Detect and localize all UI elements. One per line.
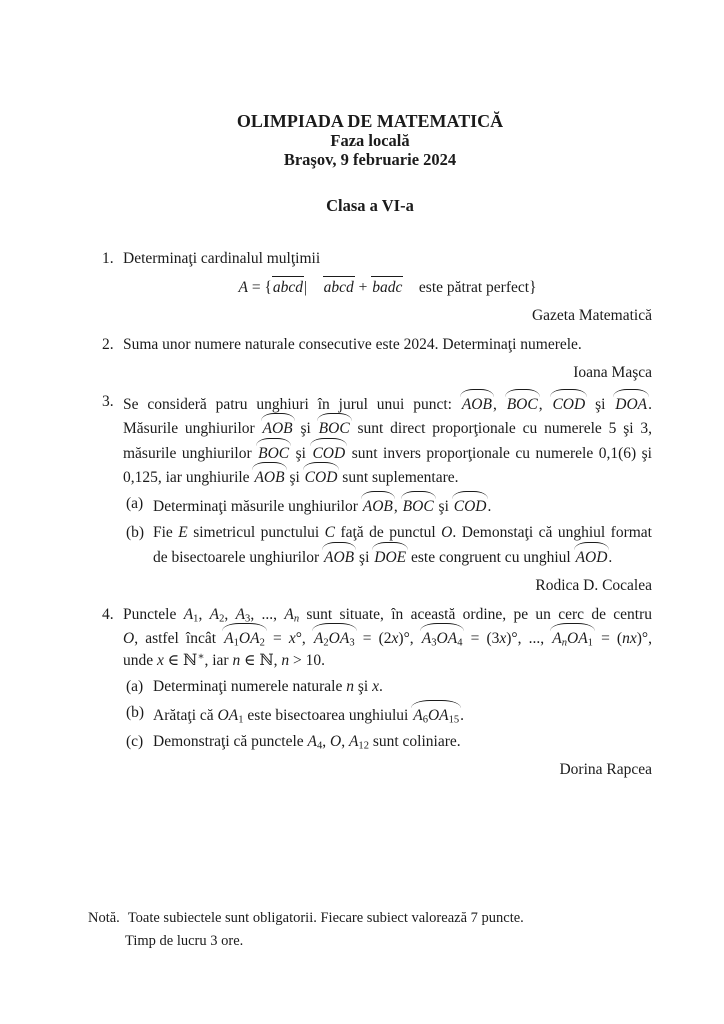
math-subscript: 2 xyxy=(259,637,265,649)
text-run: este congruent cu unghiul xyxy=(407,548,575,566)
math-variable: A xyxy=(421,630,432,647)
math-variable: A xyxy=(284,605,294,623)
text-run: simetricul punctului xyxy=(187,524,325,541)
text-run: > 10. xyxy=(289,651,325,669)
subitem-body xyxy=(153,522,652,568)
widehat-angle-math xyxy=(575,544,609,569)
author-credit: Ioana Maşca xyxy=(573,364,652,381)
math-subscript: 4 xyxy=(316,739,323,751)
text-run: Măsurile unghiurilor xyxy=(123,420,262,437)
subitem-label: (a) xyxy=(126,677,144,695)
text-run: = ( xyxy=(593,630,623,647)
problem-body xyxy=(123,248,652,327)
text-line xyxy=(123,334,652,356)
math-variable: AOD xyxy=(575,548,608,566)
subitem-label: (b) xyxy=(126,524,145,541)
math-variable: AOB xyxy=(324,548,355,566)
math-subscript: n xyxy=(293,612,300,624)
math-subscript: 2 xyxy=(219,612,225,624)
widehat-angle-math xyxy=(551,391,586,416)
math-variable: BOC xyxy=(402,498,434,515)
text-run: , xyxy=(224,605,236,623)
text-run: Determinaţi măsurile unghiurilor xyxy=(153,498,362,515)
widehat-angle-math xyxy=(551,625,594,650)
math-variable: OA xyxy=(217,706,239,724)
text-run: . xyxy=(648,395,653,413)
location-date: Braşov, 9 februarie 2024 xyxy=(283,150,457,169)
problem-2 xyxy=(88,334,652,384)
math-variable: x xyxy=(499,630,507,647)
subitem-a xyxy=(123,676,652,698)
math-variable: abcd xyxy=(272,278,304,296)
text-run: Fie xyxy=(153,524,179,541)
text-run: , iar xyxy=(204,651,233,669)
math-variable: x xyxy=(288,630,296,647)
text-run: şi xyxy=(434,498,453,515)
text-run: . xyxy=(378,677,383,695)
text-line xyxy=(123,248,652,270)
math-variable: x xyxy=(391,630,399,647)
math-subscript: 1 xyxy=(193,612,199,624)
problem-body xyxy=(123,391,652,597)
subitem-c xyxy=(123,731,652,753)
text-run: sunt situate, în această ordine, pe un cerc de centru xyxy=(299,605,653,623)
widehat-angle-math xyxy=(253,464,285,489)
text-run: este bisectoarea unghiului xyxy=(243,706,413,724)
text-line xyxy=(123,650,652,672)
math-subscript: 6 xyxy=(422,713,428,725)
math-variable: OA xyxy=(436,630,458,647)
math-variable: AOB xyxy=(254,469,285,486)
widehat-angle-math xyxy=(402,493,435,518)
math-variable: n xyxy=(232,651,241,669)
math-variable: DOE xyxy=(374,548,407,566)
text-line xyxy=(153,544,652,569)
class-title: Clasa a VI-a xyxy=(326,196,414,215)
text-run: = (3 xyxy=(463,630,500,647)
math-variable: COD xyxy=(312,444,346,462)
widehat-angle-math xyxy=(323,544,355,569)
widehat-angle-math xyxy=(257,440,290,465)
math-variable: O xyxy=(123,630,135,647)
text-run: + xyxy=(354,278,372,296)
text-run: . xyxy=(460,706,465,724)
text-line xyxy=(123,440,652,465)
math-subscript: 3 xyxy=(245,612,251,624)
text-run: ∈ ℕ, xyxy=(240,651,282,669)
math-variable: AOB xyxy=(461,395,492,413)
subitem-body xyxy=(153,731,652,753)
text-run: , xyxy=(538,395,552,413)
math-variable: AOB xyxy=(362,498,393,515)
text-run: , xyxy=(341,732,349,750)
text-line xyxy=(153,522,652,544)
subitem-b xyxy=(123,702,652,727)
text-block xyxy=(88,0,652,953)
widehat-angle-math xyxy=(304,464,339,489)
subitem-b xyxy=(123,522,652,568)
problem-body xyxy=(123,604,652,781)
subitem-label: (b) xyxy=(126,703,145,721)
text-run: Arătaţi că xyxy=(153,706,218,724)
text-run: şi xyxy=(353,677,373,695)
math-variable: AOB xyxy=(262,420,293,437)
text-run: , xyxy=(198,605,210,623)
text-line xyxy=(153,493,652,518)
math-variable: x xyxy=(372,677,379,695)
widehat-angle-math xyxy=(412,702,460,727)
display-formula xyxy=(123,275,652,299)
problem-1 xyxy=(88,248,652,327)
math-subscript: 1 xyxy=(233,637,239,649)
text-line xyxy=(123,415,652,440)
math-variable: OA xyxy=(567,630,588,647)
text-run: de bisectoarele unghiurilor xyxy=(153,548,324,566)
text-run: sunt direct proporţionale cu numerele 5 şi 3, xyxy=(350,420,652,437)
overline-math xyxy=(371,275,403,299)
text-run: şi xyxy=(586,395,615,413)
math-subscript: n xyxy=(561,637,567,649)
text-line xyxy=(123,604,652,626)
text-run: Suma unor numere naturale consecutive este 2024. Determinaţi numerele. xyxy=(123,335,582,353)
author-credit: Dorina Rapcea xyxy=(559,761,652,778)
math-variable: A xyxy=(235,605,246,623)
math-subscript: 3 xyxy=(349,637,355,649)
math-variable: badc xyxy=(372,278,403,296)
text-run: , astfel încât xyxy=(134,630,224,647)
problem-3 xyxy=(88,391,652,597)
widehat-angle-math xyxy=(373,544,407,569)
author-credit: Gazeta Matematică xyxy=(531,307,652,324)
text-run: )°, xyxy=(398,630,421,647)
text-run: | xyxy=(304,278,308,296)
text-run: . xyxy=(608,548,613,566)
text-run: , ..., xyxy=(250,605,285,623)
math-variable: A xyxy=(413,706,423,724)
text-run: Determinaţi numerele naturale xyxy=(153,677,347,695)
problem-4 xyxy=(88,604,652,781)
math-variable: n xyxy=(281,651,290,669)
subitem-label: (a) xyxy=(126,495,144,512)
text-run: şi xyxy=(285,469,304,486)
text-run: sunt suplementare. xyxy=(338,469,459,486)
text-run: Demonstraţi că punctele xyxy=(153,732,308,750)
text-run: ∈ ℕ xyxy=(163,651,198,669)
note-line: Timp de lucru 3 ore. xyxy=(125,932,244,949)
text-run: Se consideră patru unghiuri în jurul unui punct: xyxy=(123,395,461,413)
text-run: )°, ..., xyxy=(506,630,552,647)
math-variable: A xyxy=(238,278,248,296)
widehat-angle-math xyxy=(614,391,648,416)
problem-number: 3. xyxy=(102,392,114,410)
math-variable: C xyxy=(324,524,335,541)
math-subscript: 15 xyxy=(448,713,460,725)
widehat-angle-math xyxy=(313,625,356,650)
text-line xyxy=(153,676,652,698)
widehat-angle-math xyxy=(223,625,266,650)
math-variable: O xyxy=(441,524,453,541)
text-run: . xyxy=(487,498,492,515)
text-run: , xyxy=(393,498,402,515)
math-variable: BOC xyxy=(506,395,538,413)
math-variable: BOC xyxy=(318,420,350,437)
subitem-body xyxy=(153,493,652,518)
widehat-angle-math xyxy=(318,415,351,440)
widehat-angle-math xyxy=(362,493,394,518)
text-line xyxy=(153,702,652,727)
text-run xyxy=(307,279,323,296)
widehat-angle-math xyxy=(262,415,294,440)
document-header xyxy=(88,0,652,215)
text-run: °, xyxy=(295,630,313,647)
note-label: Notă. xyxy=(88,909,120,926)
overline-math xyxy=(272,275,304,299)
math-subscript: 1 xyxy=(587,637,593,649)
text-run: sunt invers proporţionale cu numerele 0,1(6) şi xyxy=(346,444,652,462)
widehat-angle-math xyxy=(461,391,493,416)
text-run: )°, xyxy=(636,630,652,647)
text-run: . Demonstaţi că unghiul format xyxy=(452,524,652,541)
math-variable: A xyxy=(552,630,562,647)
widehat-angle-math xyxy=(453,493,488,518)
text-run: = xyxy=(265,630,289,647)
math-variable: OA xyxy=(427,706,449,724)
text-line xyxy=(123,464,652,489)
text-run: sunt coliniare. xyxy=(368,732,461,750)
text-run: unde xyxy=(123,651,158,669)
math-variable: BOC xyxy=(258,444,290,462)
math-subscript: 12 xyxy=(358,739,369,751)
math-variable: COD xyxy=(552,395,586,413)
widehat-angle-math xyxy=(311,440,346,465)
text-run: şi xyxy=(293,420,318,437)
problem-number: 2. xyxy=(102,335,114,353)
math-superscript: ∗ xyxy=(197,651,205,663)
problem-number: 4. xyxy=(102,605,114,623)
text-run: măsurile unghiurilor xyxy=(123,444,258,462)
math-subscript: 3 xyxy=(431,637,437,649)
math-variable: A xyxy=(209,605,220,623)
problem-number: 1. xyxy=(102,250,114,267)
subitem-body xyxy=(153,676,652,698)
math-variable: A xyxy=(224,630,234,647)
problem-body xyxy=(123,334,652,384)
math-variable: nx xyxy=(622,630,637,647)
widehat-angle-math xyxy=(506,391,539,416)
math-variable: OA xyxy=(328,630,350,647)
text-line xyxy=(123,391,652,416)
note-text: Toate subiectele sunt obligatorii. Fiecare subiect valorează 7 puncte. xyxy=(127,909,524,926)
text-run: , xyxy=(492,395,506,413)
subitem-label: (c) xyxy=(126,732,144,750)
author-credit: Rodica D. Cocalea xyxy=(535,577,652,594)
note-line xyxy=(88,907,652,930)
math-variable: abcd xyxy=(323,278,354,296)
math-subscript: 4 xyxy=(457,637,463,649)
text-line xyxy=(153,731,652,753)
math-variable: A xyxy=(313,630,324,647)
math-subscript: 1 xyxy=(238,713,244,725)
math-variable: A xyxy=(348,732,359,750)
text-run: şi xyxy=(290,444,312,462)
math-variable: n xyxy=(346,677,354,695)
text-run: , xyxy=(322,732,330,750)
math-variable: COD xyxy=(453,498,487,515)
math-variable: COD xyxy=(304,469,338,486)
math-variable: E xyxy=(178,524,188,541)
widehat-angle-math xyxy=(421,625,464,650)
math-variable: DOA xyxy=(615,395,648,413)
problems-list xyxy=(88,248,652,781)
text-run: Determinaţi cardinalul mulţimii xyxy=(123,250,321,267)
math-variable: x xyxy=(157,651,164,669)
text-run: Punctele xyxy=(123,605,184,623)
text-run: faţă de punctul xyxy=(334,524,442,541)
subitem-a xyxy=(123,493,652,518)
overline-math xyxy=(323,275,355,299)
olympiad-title: OLIMPIADA DE MATEMATICĂ xyxy=(236,111,504,131)
subitem-body xyxy=(153,702,652,727)
math-variable: A xyxy=(183,605,194,623)
text-run: 0,125, iar unghiurile xyxy=(123,469,254,486)
math-subscript: 2 xyxy=(323,637,329,649)
text-line xyxy=(123,625,652,650)
text-run: = (2 xyxy=(355,630,392,647)
text-run: este pătrat perfect} xyxy=(403,278,537,296)
phase-subtitle: Faza locală xyxy=(330,131,410,150)
note xyxy=(88,907,652,953)
math-variable: O xyxy=(330,732,342,750)
text-run: = { xyxy=(247,278,272,296)
math-variable: A xyxy=(307,732,317,750)
math-variable: OA xyxy=(238,630,260,647)
text-run: şi xyxy=(355,548,374,566)
